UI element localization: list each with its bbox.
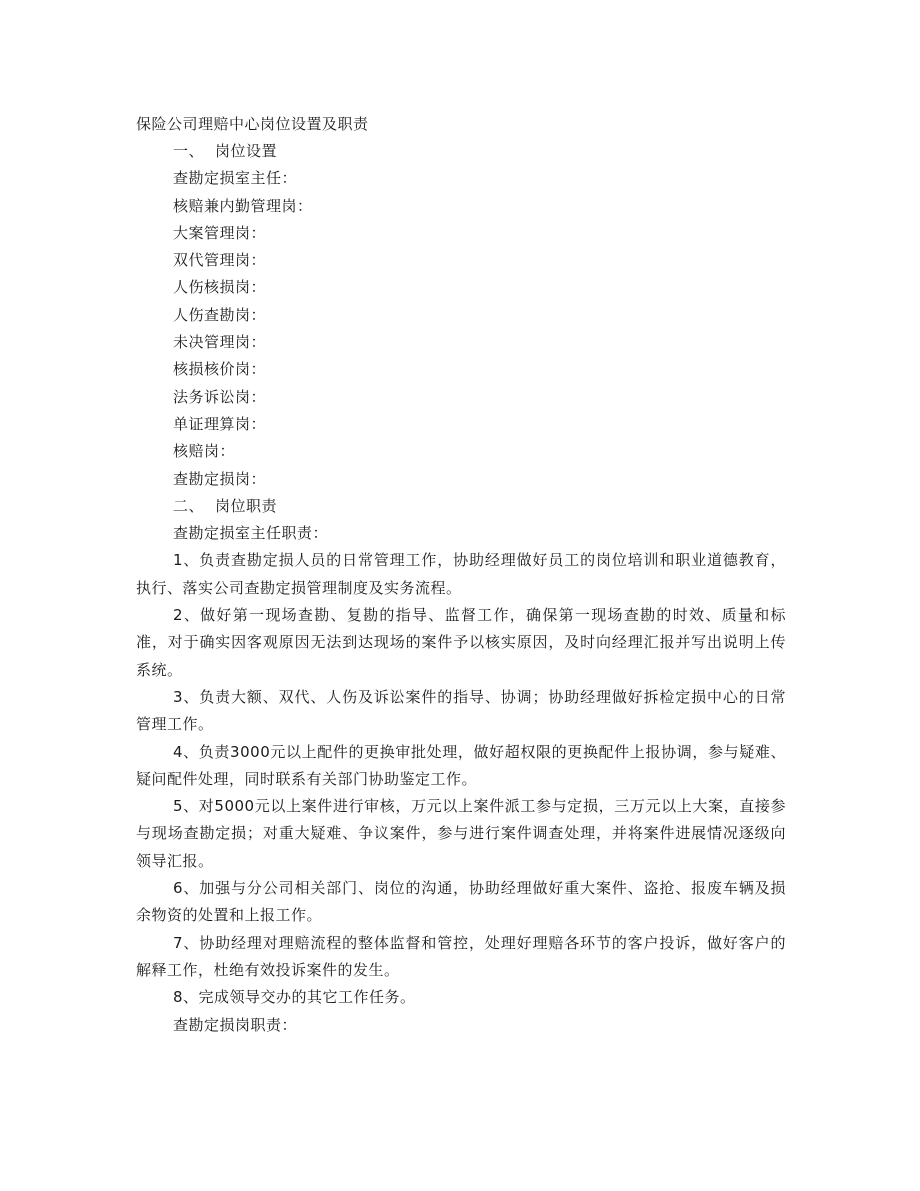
duty-item: 4、负责3000元以上配件的更换审批处理，做好超权限的更换配件上报协调，参与疑难、疑问配件处理，同时联系有关部门协助鉴定工作。 [136,742,786,788]
duty-item: 5、对5000元以上案件进行审核，万元以上案件派工参与定损，三万元以上大案，直接参与现场查勘定损；对重大疑难、争议案件，参与进行案件调查处理，并将案件进展情况逐级向领导汇报。 [136,797,786,870]
section-heading-positions [136,138,786,165]
position-item: 查勘定损室主任： [173,169,298,188]
section-number: 二、 [173,496,205,515]
duty-item: 8、完成领导交办的其它工作任务。 [173,988,416,1007]
position-item: 大案管理岗： [173,223,267,242]
document-body [136,138,786,1039]
position-list [136,165,786,493]
position-item: 法务诉讼岗： [173,387,267,406]
position-item: 查勘定损岗： [173,469,267,488]
position-item: 双代管理岗： [173,251,267,270]
position-item: 核赔兼内勤管理岗： [173,196,313,215]
duty-item: 6、加强与分公司相关部门、岗位的沟通，协助经理做好重大案件、盗抢、报废车辆及损余物资的处置和上报工作。 [136,879,786,925]
position-item: 单证理算岗： [173,414,267,433]
duty-item: 2、做好第一现场查勘、复勘的指导、监督工作，确保第一现场查勘的时效、质量和标准，对于确实因客观原因无法到达现场的案件予以核实原因，及时向经理汇报并写出说明上传系统。 [136,606,786,679]
section-number: 一、 [173,142,205,160]
next-subheading: 查勘定损岗职责： [173,1015,298,1034]
position-item: 人伤查勘岗： [173,305,267,324]
duties-subheading: 查勘定损室主任职责： [173,524,329,543]
position-item: 未决管理岗： [173,333,267,352]
duty-item: 3、负责大额、双代、人伤及诉讼案件的指导、协调；协助经理做好拆检定损中心的日常管理工作。 [136,687,786,734]
document-title: 保险公司理赔中心岗位设置及职责 [136,115,369,133]
section-title: 岗位职责 [215,496,278,515]
position-item: 核赔岗： [173,442,236,461]
duty-item: 1、负责查勘定损人员的日常管理工作，协助经理做好员工的岗位培训和职业道德教育，执行、落实公司查勘定损管理制度及实务流程。 [136,551,786,597]
section-title: 岗位设置 [215,142,278,160]
position-item: 核损核价岗： [173,360,267,379]
duty-item: 7、协助经理对理赔流程的整体监督和管控，处理好理赔各环节的客户投诉，做好客户的解释工作，杜绝有效投诉案件的发生。 [136,933,786,979]
duty-list [136,547,786,1011]
section-heading-duties [136,493,786,520]
position-item: 人伤核损岗： [173,278,267,297]
